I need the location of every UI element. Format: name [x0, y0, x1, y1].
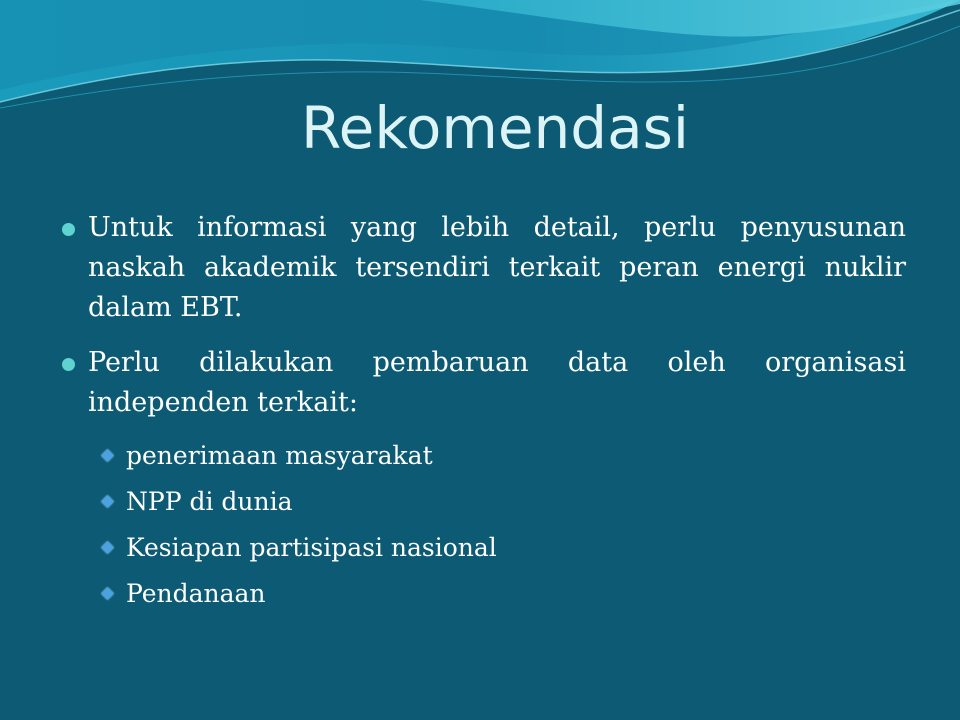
sub-bullet-text: Kesiapan partisipasi nasional: [126, 533, 497, 562]
sub-bullet-text: penerimaan masyarakat: [126, 441, 433, 470]
slide-title: Rekomendasi: [300, 94, 690, 162]
bullet-item: [60, 208, 906, 328]
sub-bullet-item: [126, 530, 906, 565]
sub-bullet-list: [60, 438, 906, 611]
diamond-bullet-icon: [101, 449, 114, 462]
sub-bullet-text: NPP di dunia: [126, 487, 293, 516]
sub-bullet-item: [126, 576, 906, 611]
circle-bullet-icon: [62, 223, 75, 236]
sub-bullet-text: Pendanaan: [126, 579, 266, 608]
bullet-text: Untuk informasi yang lebih detail, perlu penyusunan naskah akademik tersendiri terkait peran energi nuklir dalam EBT.: [88, 212, 906, 323]
circle-bullet-icon: [62, 358, 75, 371]
bullet-text: Perlu dilakukan pembaruan data oleh organisasi independen terkait:: [88, 347, 906, 418]
sub-bullet-item: [126, 484, 906, 519]
bullet-item: [60, 343, 906, 423]
slide-body: [60, 208, 906, 622]
sub-bullet-item: [126, 438, 906, 473]
diamond-bullet-icon: [101, 587, 114, 600]
diamond-bullet-icon: [101, 541, 114, 554]
diamond-bullet-icon: [101, 495, 114, 508]
